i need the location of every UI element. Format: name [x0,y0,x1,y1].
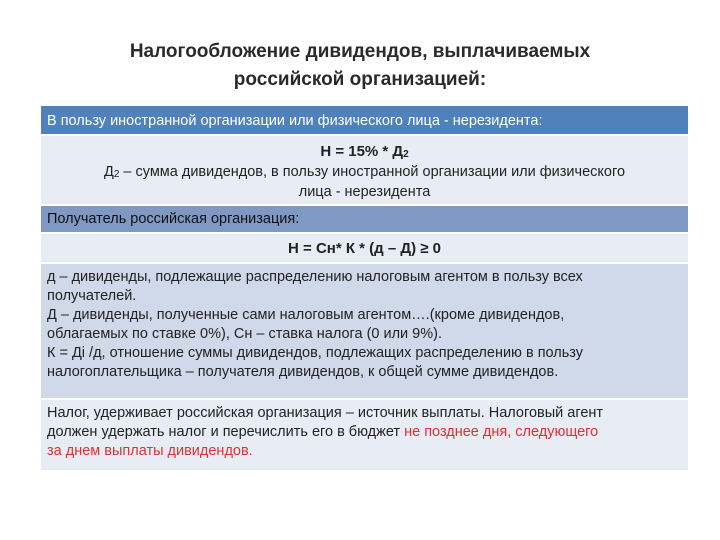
note-line-1: Налог, удерживает российская организация – источник выплаты. Налоговый агент [47,405,604,421]
desc-prefix: Д [103,164,114,180]
title-line-1: Налогообложение дивидендов, выплачиваемых [129,41,591,62]
desc-sub: 2 [113,169,120,180]
section1-header: В пользу иностранной организации или физического лица - нерезидента: [41,106,688,136]
section3-note [41,400,688,470]
definition-line: д – дивиденды, подлежащие распределению налоговым агентом в пользу всех [47,269,583,285]
desc-line-1: – сумма дивидендов, в пользу иностранной организации или физического [119,164,626,180]
note-line-3: за днем выплаты дивидендов. [47,443,253,459]
definition-line: облагаемых по ставке 0%), Сн – ставка налога (0 или 9%). [47,326,442,342]
title-line-2: российской организацией: [233,69,487,90]
definition-line: Д – дивиденды, полученные сами налоговым агентом….(кроме дивидендов, [47,307,565,323]
page-title [60,38,660,94]
deadline-highlight: не позднее дня, следующего [404,424,599,440]
section2-definitions [41,264,688,400]
section1-body [41,136,688,206]
section1-formula-text: Н = 15% * Д [320,143,404,160]
desc-line-2: лица - нерезидента [298,184,431,200]
section1-formula-sub: 2 [403,149,409,160]
section2-formula: Н = Сн* К * (д – Д) ≥ 0 [41,234,688,264]
note-line-2-normal: должен удержать налог и перечислить его в бюджет [47,424,405,440]
dividend-table [41,106,688,470]
definition-line: К = Дi /д, отношение суммы дивидендов, подлежащих распределению в пользу [47,345,584,361]
definition-line: получателей. [47,288,137,304]
definition-line: налогоплательщика – получателя дивидендов, к общей сумме дивидендов. [47,364,559,380]
section1-formula [47,142,682,163]
note-line-2 [47,423,682,442]
section1-description [47,163,682,183]
section2-header: Получатель российская организация: [41,206,688,234]
